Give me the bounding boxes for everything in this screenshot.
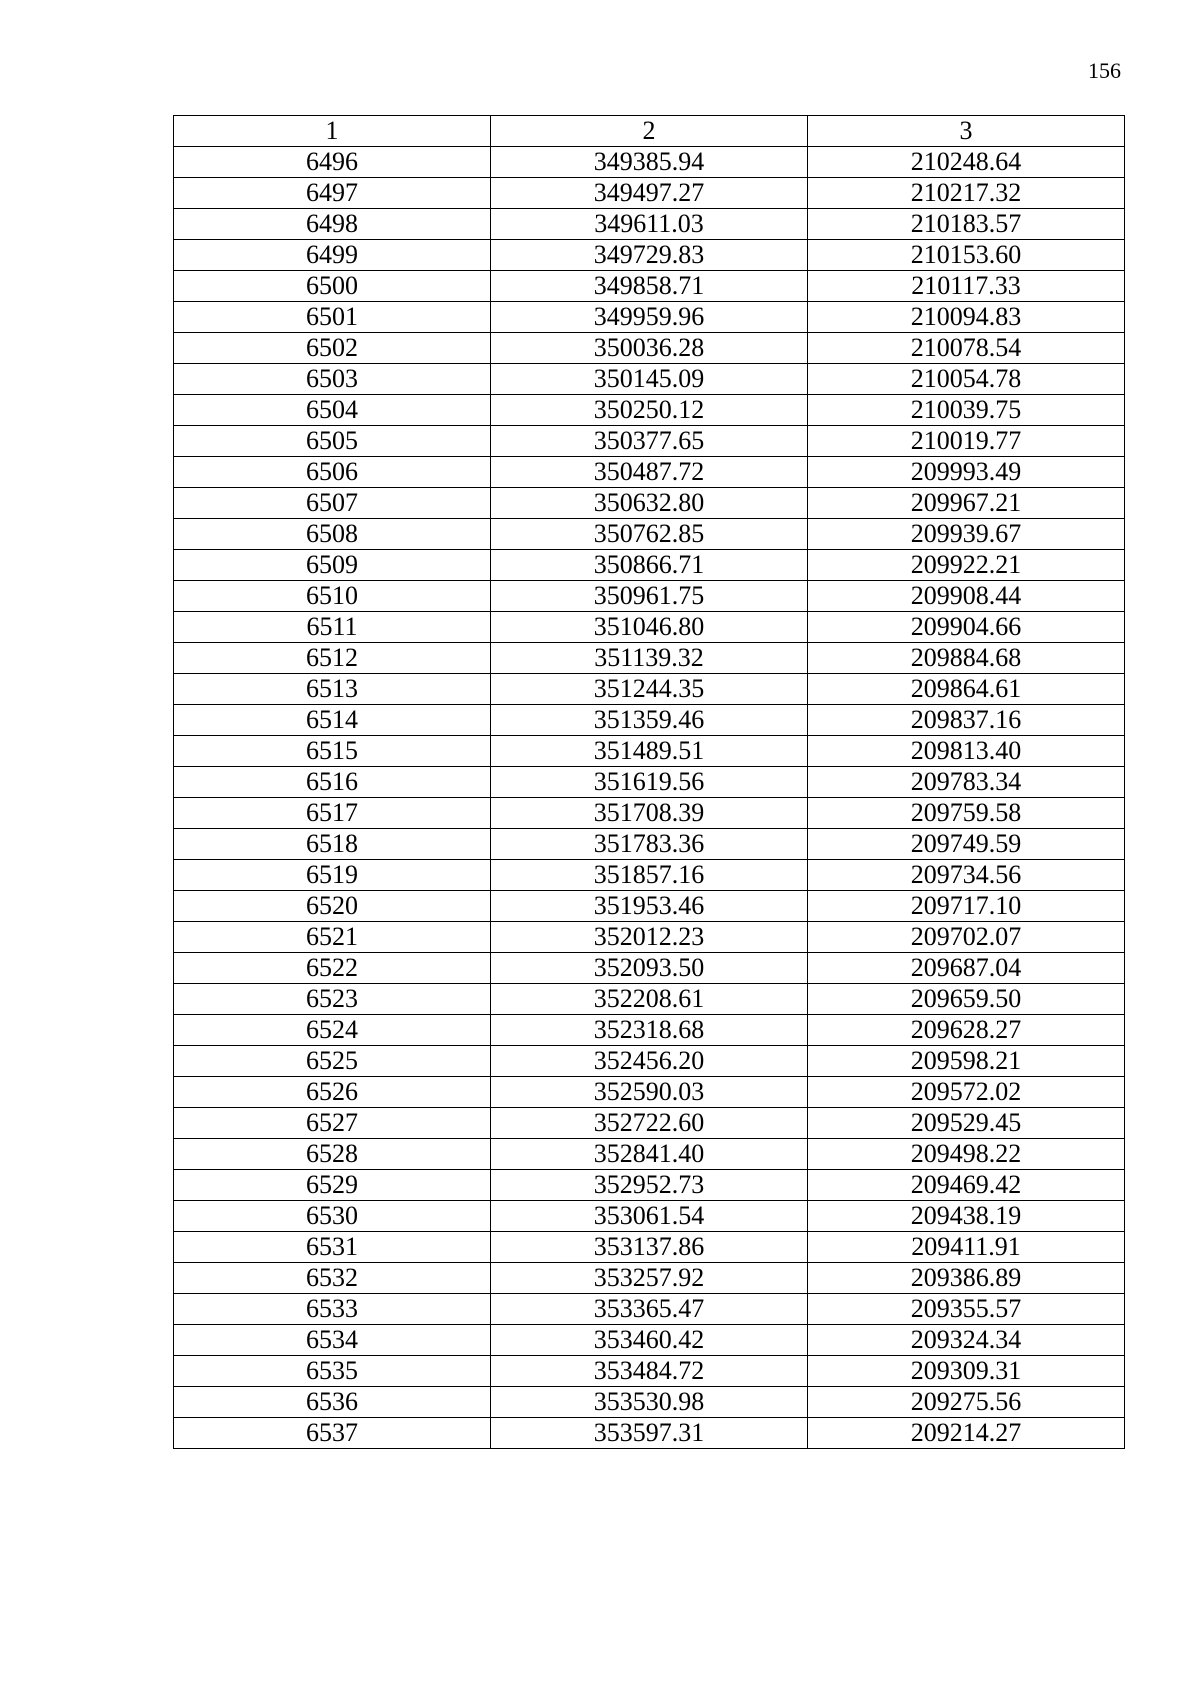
table-cell: 6520 bbox=[174, 891, 491, 922]
table-cell: 6501 bbox=[174, 302, 491, 333]
table-cell: 6516 bbox=[174, 767, 491, 798]
table-cell: 209529.45 bbox=[808, 1108, 1125, 1139]
table-row bbox=[174, 1077, 1125, 1108]
table-cell: 6521 bbox=[174, 922, 491, 953]
table-cell: 209355.57 bbox=[808, 1294, 1125, 1325]
table-cell: 353137.86 bbox=[491, 1232, 808, 1263]
table-cell: 6505 bbox=[174, 426, 491, 457]
table-cell: 6532 bbox=[174, 1263, 491, 1294]
table-cell: 209628.27 bbox=[808, 1015, 1125, 1046]
table-cell: 209837.16 bbox=[808, 705, 1125, 736]
table-cell: 6522 bbox=[174, 953, 491, 984]
table-cell: 350487.72 bbox=[491, 457, 808, 488]
table-cell: 352841.40 bbox=[491, 1139, 808, 1170]
table-cell: 209717.10 bbox=[808, 891, 1125, 922]
table-row bbox=[174, 860, 1125, 891]
table-cell: 6496 bbox=[174, 147, 491, 178]
table-cell: 209469.42 bbox=[808, 1170, 1125, 1201]
table-cell: 6536 bbox=[174, 1387, 491, 1418]
table-cell: 351489.51 bbox=[491, 736, 808, 767]
table-cell: 209438.19 bbox=[808, 1201, 1125, 1232]
table-row bbox=[174, 426, 1125, 457]
table-cell: 6518 bbox=[174, 829, 491, 860]
table-row bbox=[174, 240, 1125, 271]
table-cell: 209572.02 bbox=[808, 1077, 1125, 1108]
table-cell: 352952.73 bbox=[491, 1170, 808, 1201]
table-cell: 349497.27 bbox=[491, 178, 808, 209]
table-cell: 349729.83 bbox=[491, 240, 808, 271]
table-cell: 351708.39 bbox=[491, 798, 808, 829]
table-cell: 6512 bbox=[174, 643, 491, 674]
table-cell: 209939.67 bbox=[808, 519, 1125, 550]
table-cell: 6513 bbox=[174, 674, 491, 705]
table-cell: 353257.92 bbox=[491, 1263, 808, 1294]
table-cell: 209687.04 bbox=[808, 953, 1125, 984]
table-cell: 6528 bbox=[174, 1139, 491, 1170]
table-cell: 209884.68 bbox=[808, 643, 1125, 674]
table-cell: 209734.56 bbox=[808, 860, 1125, 891]
table-row bbox=[174, 1201, 1125, 1232]
table-cell: 353365.47 bbox=[491, 1294, 808, 1325]
table-cell: 351139.32 bbox=[491, 643, 808, 674]
table-cell: 351783.36 bbox=[491, 829, 808, 860]
table-row bbox=[174, 643, 1125, 674]
table-cell: 351953.46 bbox=[491, 891, 808, 922]
table-row bbox=[174, 767, 1125, 798]
table-cell: 209783.34 bbox=[808, 767, 1125, 798]
table-cell: 6525 bbox=[174, 1046, 491, 1077]
table-row bbox=[174, 488, 1125, 519]
table-cell: 210039.75 bbox=[808, 395, 1125, 426]
table-row bbox=[174, 984, 1125, 1015]
table-row bbox=[174, 1294, 1125, 1325]
table-cell: 353061.54 bbox=[491, 1201, 808, 1232]
table-cell: 353460.42 bbox=[491, 1325, 808, 1356]
table-cell: 210153.60 bbox=[808, 240, 1125, 271]
table-row bbox=[174, 1108, 1125, 1139]
table-cell: 209908.44 bbox=[808, 581, 1125, 612]
table-cell: 6530 bbox=[174, 1201, 491, 1232]
table-cell: 6498 bbox=[174, 209, 491, 240]
table-cell: 352012.23 bbox=[491, 922, 808, 953]
table-cell: 6511 bbox=[174, 612, 491, 643]
table-cell: 6517 bbox=[174, 798, 491, 829]
table-cell: 210019.77 bbox=[808, 426, 1125, 457]
table-cell: 349959.96 bbox=[491, 302, 808, 333]
table-cell: 6526 bbox=[174, 1077, 491, 1108]
table-row bbox=[174, 178, 1125, 209]
table-row bbox=[174, 271, 1125, 302]
table-cell: 209386.89 bbox=[808, 1263, 1125, 1294]
table-row bbox=[174, 1015, 1125, 1046]
table-cell: 6508 bbox=[174, 519, 491, 550]
table-cell: 350145.09 bbox=[491, 364, 808, 395]
table-cell: 209864.61 bbox=[808, 674, 1125, 705]
table-row bbox=[174, 581, 1125, 612]
table-row bbox=[174, 922, 1125, 953]
table-cell: 209967.21 bbox=[808, 488, 1125, 519]
table-row bbox=[174, 333, 1125, 364]
table-cell: 350866.71 bbox=[491, 550, 808, 581]
table-row bbox=[174, 612, 1125, 643]
table-cell: 209659.50 bbox=[808, 984, 1125, 1015]
table-cell: 349858.71 bbox=[491, 271, 808, 302]
table-cell: 6533 bbox=[174, 1294, 491, 1325]
table-row bbox=[174, 798, 1125, 829]
table-cell: 350762.85 bbox=[491, 519, 808, 550]
table-row bbox=[174, 1232, 1125, 1263]
table-row bbox=[174, 395, 1125, 426]
table-cell: 209275.56 bbox=[808, 1387, 1125, 1418]
table-cell: 351046.80 bbox=[491, 612, 808, 643]
table-row bbox=[174, 1356, 1125, 1387]
table-cell: 352456.20 bbox=[491, 1046, 808, 1077]
table-cell: 210078.54 bbox=[808, 333, 1125, 364]
table-row bbox=[174, 364, 1125, 395]
table-cell: 6529 bbox=[174, 1170, 491, 1201]
table-cell: 209702.07 bbox=[808, 922, 1125, 953]
table-cell: 6499 bbox=[174, 240, 491, 271]
table-cell: 210183.57 bbox=[808, 209, 1125, 240]
table-cell: 209759.58 bbox=[808, 798, 1125, 829]
table-cell: 352722.60 bbox=[491, 1108, 808, 1139]
table-cell: 6515 bbox=[174, 736, 491, 767]
header-row bbox=[174, 116, 1125, 147]
table-cell: 350250.12 bbox=[491, 395, 808, 426]
table-row bbox=[174, 1418, 1125, 1449]
table-row bbox=[174, 519, 1125, 550]
table-cell: 6510 bbox=[174, 581, 491, 612]
table-row bbox=[174, 1325, 1125, 1356]
table-cell: 6504 bbox=[174, 395, 491, 426]
table-cell: 6535 bbox=[174, 1356, 491, 1387]
table-cell: 209324.34 bbox=[808, 1325, 1125, 1356]
table-cell: 6509 bbox=[174, 550, 491, 581]
table-cell: 6506 bbox=[174, 457, 491, 488]
table-cell: 350377.65 bbox=[491, 426, 808, 457]
table-cell: 209993.49 bbox=[808, 457, 1125, 488]
table-cell: 209922.21 bbox=[808, 550, 1125, 581]
table-cell: 209813.40 bbox=[808, 736, 1125, 767]
table-cell: 210054.78 bbox=[808, 364, 1125, 395]
table-cell: 6507 bbox=[174, 488, 491, 519]
table-header bbox=[174, 116, 1125, 147]
table-cell: 350036.28 bbox=[491, 333, 808, 364]
table-cell: 351619.56 bbox=[491, 767, 808, 798]
table-cell: 352318.68 bbox=[491, 1015, 808, 1046]
table-row bbox=[174, 953, 1125, 984]
table-cell: 351359.46 bbox=[491, 705, 808, 736]
table-row bbox=[174, 1263, 1125, 1294]
table-cell: 352590.03 bbox=[491, 1077, 808, 1108]
table-cell: 209904.66 bbox=[808, 612, 1125, 643]
table-row bbox=[174, 209, 1125, 240]
table-cell: 353597.31 bbox=[491, 1418, 808, 1449]
table-cell: 352093.50 bbox=[491, 953, 808, 984]
table-cell: 349385.94 bbox=[491, 147, 808, 178]
table-cell: 6519 bbox=[174, 860, 491, 891]
table-cell: 6523 bbox=[174, 984, 491, 1015]
coordinates-table bbox=[173, 115, 1125, 1449]
table-row bbox=[174, 674, 1125, 705]
table-cell: 209309.31 bbox=[808, 1356, 1125, 1387]
column-header: 3 bbox=[808, 116, 1125, 147]
table-cell: 210217.32 bbox=[808, 178, 1125, 209]
table-row bbox=[174, 1046, 1125, 1077]
table-cell: 209749.59 bbox=[808, 829, 1125, 860]
page-number: 156 bbox=[1088, 58, 1121, 83]
table-cell: 6497 bbox=[174, 178, 491, 209]
table-row bbox=[174, 147, 1125, 178]
column-header: 2 bbox=[491, 116, 808, 147]
table-cell: 350961.75 bbox=[491, 581, 808, 612]
table-cell: 6514 bbox=[174, 705, 491, 736]
table-cell: 351244.35 bbox=[491, 674, 808, 705]
table-cell: 349611.03 bbox=[491, 209, 808, 240]
table-row bbox=[174, 1387, 1125, 1418]
table-cell: 210117.33 bbox=[808, 271, 1125, 302]
table-row bbox=[174, 829, 1125, 860]
table-row bbox=[174, 891, 1125, 922]
table-cell: 6527 bbox=[174, 1108, 491, 1139]
table-row bbox=[174, 550, 1125, 581]
table-cell: 209214.27 bbox=[808, 1418, 1125, 1449]
table-cell: 353484.72 bbox=[491, 1356, 808, 1387]
table-row bbox=[174, 1139, 1125, 1170]
table-cell: 210094.83 bbox=[808, 302, 1125, 333]
table-cell: 6502 bbox=[174, 333, 491, 364]
table-cell: 351857.16 bbox=[491, 860, 808, 891]
column-header: 1 bbox=[174, 116, 491, 147]
table-row bbox=[174, 1170, 1125, 1201]
table-cell: 350632.80 bbox=[491, 488, 808, 519]
table-cell: 209598.21 bbox=[808, 1046, 1125, 1077]
table-cell: 352208.61 bbox=[491, 984, 808, 1015]
table-cell: 209498.22 bbox=[808, 1139, 1125, 1170]
table-row bbox=[174, 736, 1125, 767]
table-cell: 6534 bbox=[174, 1325, 491, 1356]
table-cell: 6500 bbox=[174, 271, 491, 302]
table-cell: 6503 bbox=[174, 364, 491, 395]
table-row bbox=[174, 457, 1125, 488]
table-cell: 210248.64 bbox=[808, 147, 1125, 178]
table-row bbox=[174, 302, 1125, 333]
table-cell: 209411.91 bbox=[808, 1232, 1125, 1263]
table-cell: 6524 bbox=[174, 1015, 491, 1046]
table-cell: 6537 bbox=[174, 1418, 491, 1449]
table-cell: 353530.98 bbox=[491, 1387, 808, 1418]
table-row bbox=[174, 705, 1125, 736]
table-body bbox=[174, 147, 1125, 1449]
table-cell: 6531 bbox=[174, 1232, 491, 1263]
